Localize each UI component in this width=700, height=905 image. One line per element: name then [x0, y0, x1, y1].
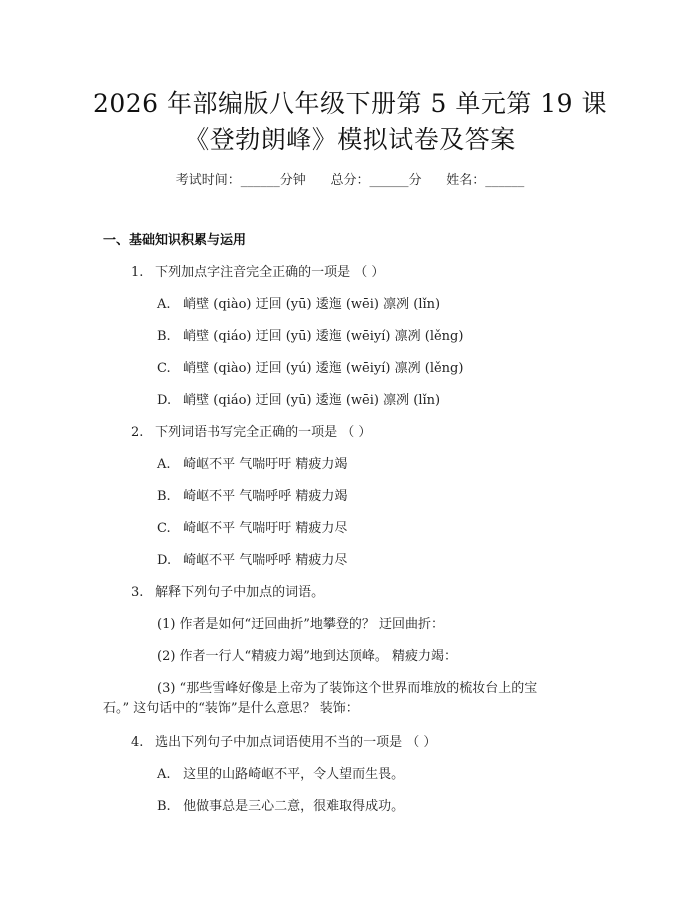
option-text: 崎岖不平 气喘吁吁 精疲力尽 [183, 521, 348, 536]
option-label: B. [157, 799, 171, 814]
question-number: 3. [131, 585, 144, 600]
question-1 [131, 261, 384, 280]
q1-option-b [157, 325, 463, 344]
option-label: D. [157, 393, 172, 408]
option-label: A. [157, 457, 171, 472]
question-number: 1. [131, 265, 144, 280]
option-text: 峭壁 (qiáo) 迂回 (yū) 逶迤 (wēiyí) 凛冽 (lěng) [183, 329, 464, 344]
option-text: 他做事总是三心二意，很难取得成功。 [183, 799, 405, 814]
page-title-line1: 2026 年部编版八年级下册第 5 单元第 19 课 [92, 89, 608, 118]
option-text: 这里的山路崎岖不平，令人望而生畏。 [183, 767, 405, 782]
q1-option-d [157, 389, 440, 408]
q3-item-3-continued: 石。” 这句话中的“装饰”是什么意思？ 装饰： [103, 701, 359, 716]
option-text: 峭壁 (qiào) 迂回 (yū) 逶迤 (wēi) 凛冽 (lǐn) [183, 297, 441, 312]
option-label: C. [157, 521, 171, 536]
question-text: 下列加点字注音完全正确的一项是 （ ） [155, 265, 385, 280]
q2-option-a [157, 453, 347, 472]
option-label: B. [157, 329, 171, 344]
option-label: A. [157, 297, 171, 312]
option-label: D. [157, 553, 172, 568]
question-text: 选出下列句子中加点词语使用不当的一项是 （ ） [155, 735, 437, 750]
page-title-line2: 《登勃朗峰》模拟试卷及答案 [184, 125, 516, 154]
q1-option-a [157, 293, 440, 312]
q4-option-a [157, 763, 404, 782]
q3-item-1: (1) 作者是如何“迂回曲折”地攀登的？ 迂回曲折： [157, 617, 444, 632]
q3-item-2: (2) 作者一行人“精疲力竭”地到达顶峰。 精疲力竭： [157, 649, 457, 664]
option-text: 崎岖不平 气喘吁吁 精疲力竭 [183, 457, 348, 472]
q2-option-b [157, 485, 347, 504]
option-text: 崎岖不平 气喘呼呼 精疲力尽 [183, 553, 348, 568]
question-4 [131, 731, 436, 750]
q2-option-d [157, 549, 347, 568]
option-text: 崎岖不平 气喘呼呼 精疲力竭 [183, 489, 348, 504]
option-text: 峭壁 (qiào) 迂回 (yú) 逶迤 (wēiyí) 凛冽 (lěng) [183, 361, 464, 376]
question-text: 解释下列句子中加点的词语。 [155, 585, 325, 600]
question-text: 下列词语书写完全正确的一项是 （ ） [155, 425, 372, 440]
question-2 [131, 421, 371, 440]
option-label: A. [157, 767, 171, 782]
question-3 [131, 581, 324, 600]
option-text: 峭壁 (qiáo) 迂回 (yū) 逶迤 (wēi) 凛冽 (lǐn) [183, 393, 441, 408]
option-label: C. [157, 361, 171, 376]
q4-option-b [157, 795, 404, 814]
option-label: B. [157, 489, 171, 504]
section-title: 一、基础知识积累与运用 [103, 233, 247, 248]
question-number: 2. [131, 425, 144, 440]
question-number: 4. [131, 735, 144, 750]
q2-option-c [157, 517, 347, 536]
exam-info-line: 考试时间：______分钟 总分：______分 姓名：______ [175, 173, 525, 188]
q1-option-c [157, 357, 463, 376]
q3-item-3: (3) “那些雪峰好像是上帝为了装饰这个世界而堆放的梳妆台上的宝 [157, 681, 538, 696]
